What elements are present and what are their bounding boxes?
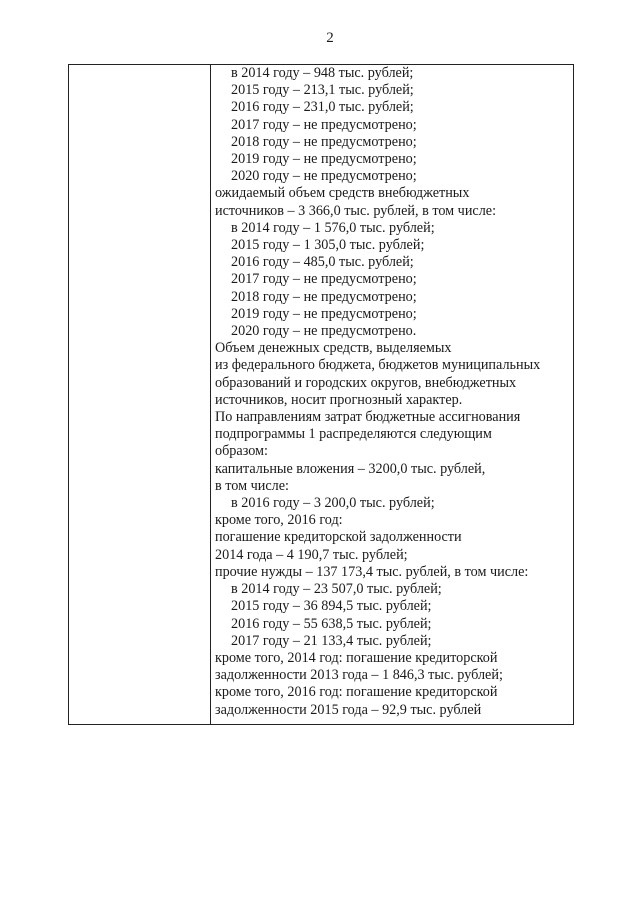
- text-line: 2016 году – 485,0 тыс. рублей;: [231, 254, 414, 271]
- text-line: 2015 году – 1 305,0 тыс. рублей;: [231, 237, 425, 254]
- text-line: 2020 году – не предусмотрено;: [231, 168, 417, 185]
- text-line: 2014 года – 4 190,7 тыс. рублей;: [215, 546, 408, 563]
- budget-table: [68, 64, 574, 725]
- text-line: 2016 году – 231,0 тыс. рублей;: [231, 99, 414, 116]
- text-line: 2017 году – не предусмотрено;: [231, 271, 417, 288]
- text-line: из федерального бюджета, бюджетов муниципальных: [215, 357, 541, 374]
- text-line: подпрограммы 1 распределяются следующим: [215, 426, 492, 443]
- text-line: 2016 году – 55 638,5 тыс. рублей;: [231, 615, 432, 632]
- page-number: 2: [326, 30, 334, 46]
- text-line: Объем денежных средств, выделяемых: [215, 340, 452, 357]
- text-line: ожидаемый объем средств внебюджетных: [215, 185, 470, 202]
- text-line: 2017 году – 21 133,4 тыс. рублей;: [231, 632, 432, 649]
- text-line: образований и городских округов, внебюджетных: [215, 374, 517, 391]
- text-line: образом:: [215, 443, 268, 460]
- text-line: в 2014 году – 1 576,0 тыс. рублей;: [231, 219, 435, 236]
- text-line: кроме того, 2016 год: погашение кредиторской: [215, 684, 498, 701]
- text-line: 2017 году – не предусмотрено;: [231, 116, 417, 133]
- text-line: источников – 3 366,0 тыс. рублей, в том числе:: [215, 202, 497, 219]
- text-line: в 2016 году – 3 200,0 тыс. рублей;: [231, 495, 435, 512]
- text-line: 2019 году – не предусмотрено;: [231, 151, 417, 168]
- text-line: 2018 году – не предусмотрено;: [231, 288, 417, 305]
- column-divider: [210, 65, 211, 724]
- text-line: 2019 году – не предусмотрено;: [231, 305, 417, 322]
- text-line: 2018 году – не предусмотрено;: [231, 133, 417, 150]
- text-line: прочие нужды – 137 173,4 тыс. рублей, в том числе:: [215, 563, 529, 580]
- text-line: погашение кредиторской задолженности: [215, 529, 462, 546]
- text-line: в 2014 году – 948 тыс. рублей;: [231, 65, 414, 81]
- text-line: кроме того, 2014 год: погашение кредиторской: [215, 649, 498, 666]
- text-line: источников, носит прогнозный характер.: [215, 391, 463, 408]
- budget-text-cell: [215, 65, 570, 719]
- text-line: 2015 году – 213,1 тыс. рублей;: [231, 82, 414, 99]
- text-line: 2015 году – 36 894,5 тыс. рублей;: [231, 598, 432, 615]
- text-line: По направлениям затрат бюджетные ассигнования: [215, 409, 521, 426]
- text-line: в том числе:: [215, 477, 289, 494]
- text-line: кроме того, 2016 год:: [215, 512, 343, 529]
- text-line: 2020 году – не предусмотрено.: [231, 323, 417, 340]
- text-line: в 2014 году – 23 507,0 тыс. рублей;: [231, 581, 442, 598]
- text-line: капитальные вложения – 3200,0 тыс. рублей,: [215, 460, 486, 477]
- text-line: задолженности 2015 года – 92,9 тыс. рублей: [215, 701, 482, 718]
- text-line: задолженности 2013 года – 1 846,3 тыс. рублей;: [215, 667, 503, 684]
